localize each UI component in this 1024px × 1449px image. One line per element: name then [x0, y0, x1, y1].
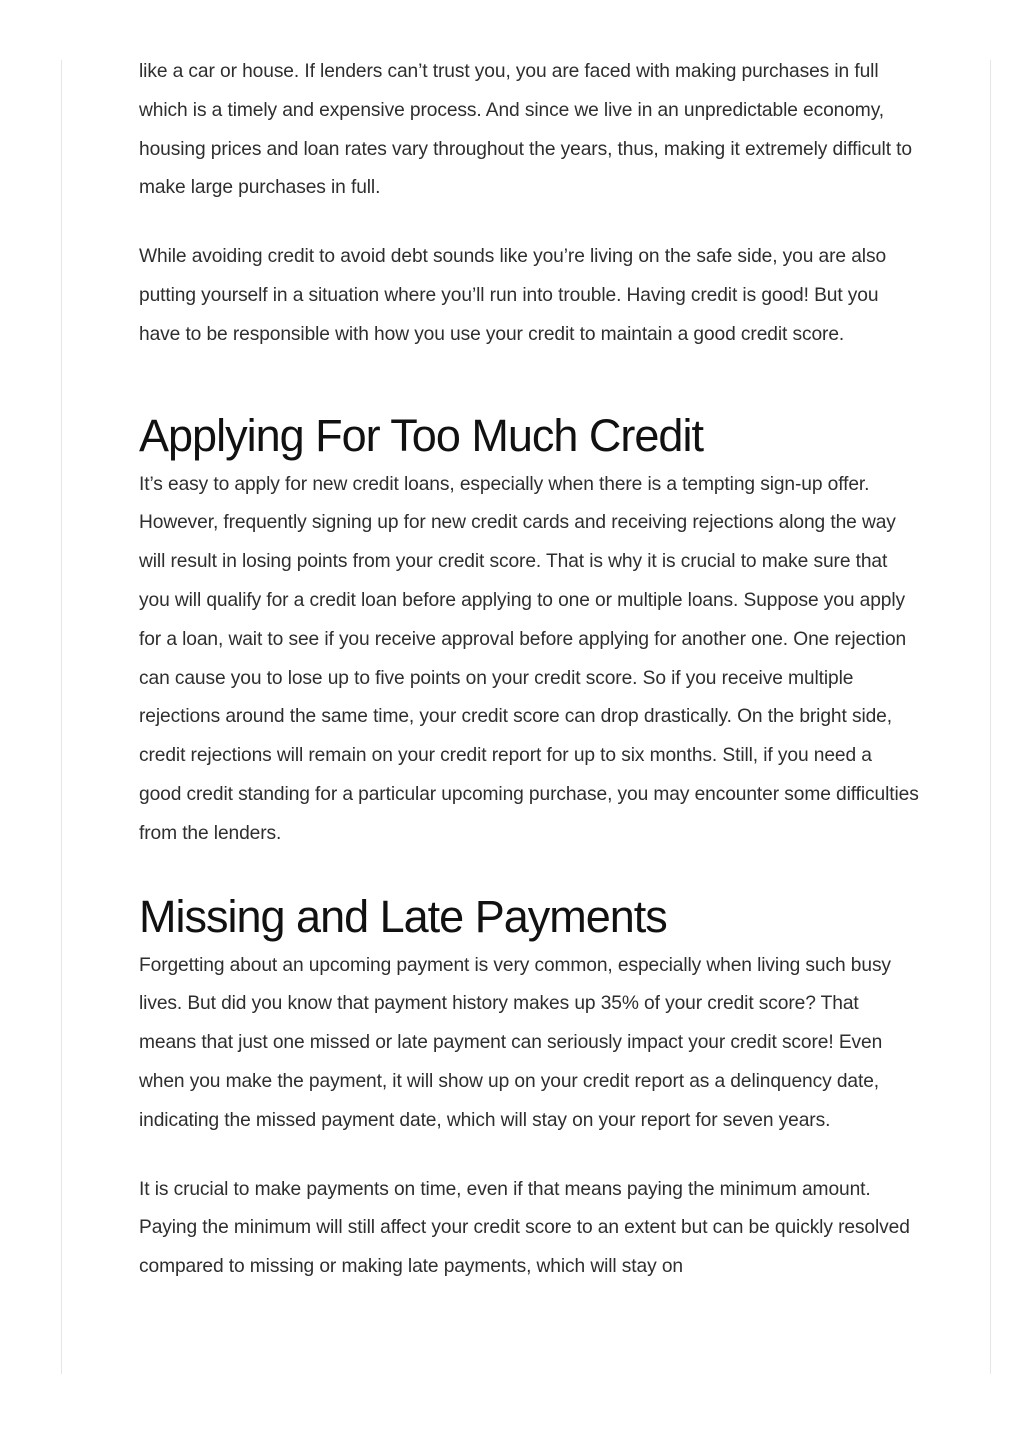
- late-payments-paragraph-2: It is crucial to make payments on time, even if that means paying the minimum amount. Paying the minimum will still affect your credit score to an extent but can be quickly resolved compared to missing or making late payments, which will stay on: [139, 1178, 910, 1278]
- article-body: [139, 53, 919, 1287]
- intro-paragraph-2: While avoiding credit to avoid debt sounds like you’re living on the safe side, you are also putting yourself in a situation where you’ll run into trouble. Having credit is good! But you have to be responsible with how you use your credit to maintain a good credit score.: [139, 246, 887, 345]
- section-heading-missing-late-payments: Missing and Late Payments: [139, 890, 667, 942]
- applying-credit-paragraph: It’s easy to apply for new credit loans, especially when there is a tempting sign-up offer. However, frequently signing up for new credit cards and receiving rejections along the way will result in losing points from your credit score. That is why it is crucial to make sure that you will qualify for a credit loan before applying to one or multiple loans. Suppose you apply for a loan, wait to see if you receive approval before applying for another one. One rejection can cause you to lose up to five points on your credit score. So if you receive multiple rejections around the same time, your credit score can drop drastically. On the bright side, credit rejections will remain on your credit report for up to six months. Still, if you need a good credit standing for a particular upcoming purchase, you may encounter some difficulties from the lenders.: [139, 473, 919, 844]
- intro-paragraph-1: like a car or house. If lenders can’t trust you, you are faced with making purchases in full which is a timely and expensive process. And since we live in an unpredictable economy, housing prices and loan rates vary throughout the years, thus, making it extremely difficult to make large purchases in full.: [139, 61, 912, 199]
- late-payments-paragraph-1: Forgetting about an upcoming payment is very common, especially when living such busy lives. But did you know that payment history makes up 35% of your credit score? That means that just one missed or late payment can seriously impact your credit score! Even when you make the payment, it will show up on your credit report as a delinquency date, indicating the missed payment date, which will stay on your report for seven years.: [139, 954, 891, 1131]
- section-heading-applying-too-much-credit: Applying For Too Much Credit: [139, 409, 703, 461]
